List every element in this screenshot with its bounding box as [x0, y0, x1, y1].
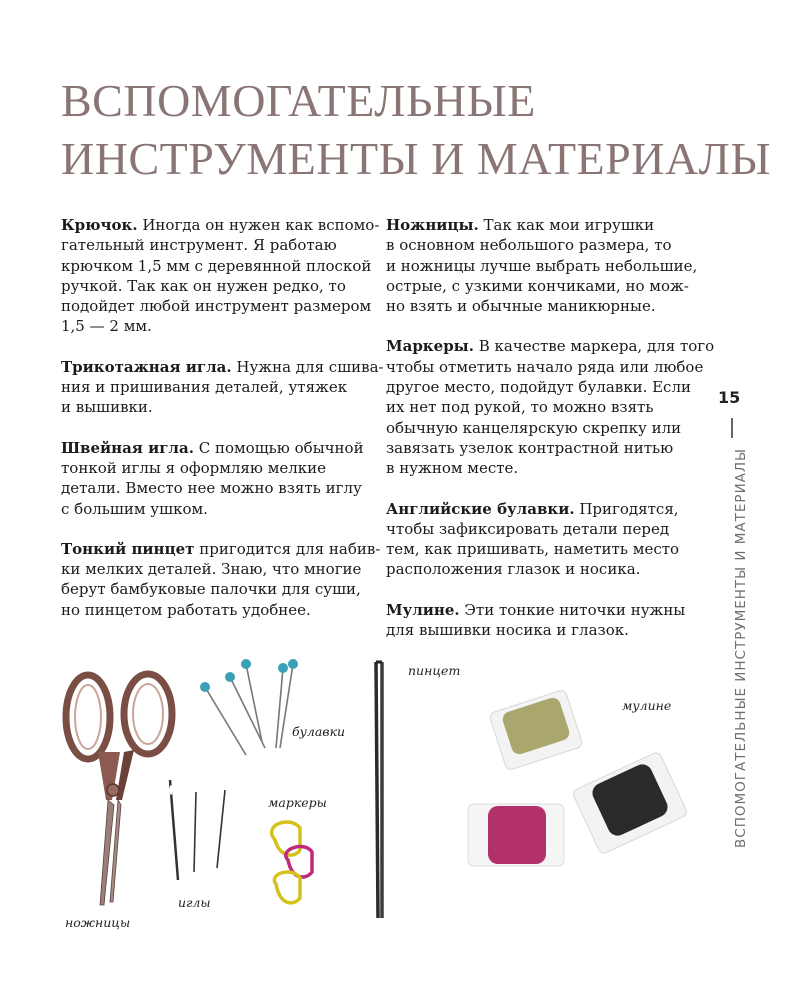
caption-tweezers: пинцет [408, 663, 461, 678]
text-line: Пригодятся, [574, 499, 679, 518]
term-markers: Маркеры. [386, 337, 474, 356]
text-line: Так как мои игрушки [478, 216, 655, 234]
markers-image [272, 822, 312, 903]
paragraph-floss [386, 600, 696, 641]
paragraph-markers [386, 336, 715, 478]
page-number: 15 [718, 388, 741, 407]
text-line: и вышивки. [61, 398, 153, 417]
term-safety-pins: Английские булавки. [386, 499, 575, 518]
text-line: ки мелких деталей. Знаю, что многие [61, 560, 362, 579]
text-line: но пинцетом работать удобнее. [61, 600, 311, 619]
text-line: Иногда он нужен как вспомо- [137, 216, 380, 234]
running-title-text: ВСПОМОГАТЕЛЬНЫЕ ИНСТРУМЕНТЫ И МАТЕРИАЛЫ [733, 447, 749, 848]
term-knitting-needle: Трикотажная игла. [61, 357, 232, 376]
term-tweezers: Тонкий пинцет [61, 539, 195, 558]
title-line-1: ВСПОМОГАТЕЛЬНЫЕ [61, 75, 536, 126]
paragraph-scissors [386, 215, 696, 316]
text-line: ния и пришивания деталей, утяжек [61, 378, 348, 397]
text-line: Эти тонкие ниточки нужны [459, 600, 686, 619]
text-line: подойдет любой инструмент размером [61, 297, 372, 316]
text-line: детали. Вместо нее можно взять иглу [61, 479, 362, 498]
caption-scissors: ножницы [65, 915, 131, 930]
paragraph-tweezers [61, 539, 381, 620]
text-line: в основном небольшого размера, то [386, 236, 672, 255]
term-floss: Мулине. [386, 600, 460, 619]
text-line: С помощью обычной [193, 438, 364, 457]
text-line: в нужном месте. [386, 459, 519, 478]
text-line: гательный инструмент. Я работаю [61, 236, 337, 255]
text-line: обычную канцелярскую скрепку или [386, 418, 682, 437]
text-line: 1,5 — 2 мм. [61, 317, 152, 336]
caption-needles: иглы [178, 895, 211, 910]
tweezers-image [376, 662, 382, 918]
text-line: завязать узелок контрастной нитью [386, 438, 674, 457]
text-line: для вышивки носика и глазок. [386, 621, 629, 640]
tools-illustration [0, 640, 800, 940]
text-line: другое место, подойдут булавки. Если [386, 378, 691, 397]
needles-image [170, 780, 226, 880]
text-line: пригодится для набив- [194, 539, 381, 558]
text-line: тонкой иглы я оформляю мелкие [61, 458, 327, 477]
paragraph-sewing-needle [61, 438, 364, 519]
text-line: Нужна для сшива- [231, 357, 384, 376]
pins-image [200, 659, 298, 755]
paragraph-safety-pins [386, 499, 696, 580]
text-line: берут бамбуковые палочки для суши, [61, 580, 361, 599]
text-line: чтобы зафиксировать детали перед [386, 519, 670, 538]
caption-markers: маркеры [268, 795, 327, 810]
text-line: ручкой. Так как он нужен редко, то [61, 276, 346, 295]
scissors-image [66, 674, 172, 905]
text-line: расположения глазок и носика. [386, 560, 641, 579]
term-sewing-needle: Швейная игла. [61, 438, 194, 457]
right-column [386, 215, 715, 660]
floss-image [468, 689, 688, 866]
paragraph-hook [61, 215, 380, 337]
term-hook: Крючок. [61, 216, 138, 234]
caption-floss: мулине [622, 698, 672, 713]
term-scissors: Ножницы. [386, 216, 479, 234]
text-line: тем, как пришивать, наметить место [386, 540, 680, 559]
text-line: крючком 1,5 мм с деревянной плоской [61, 256, 372, 275]
page-title [61, 72, 771, 188]
text-line: острые, с узкими кончиками, но мож- [386, 276, 689, 295]
paragraph-knitting-needle [61, 357, 384, 418]
text-line: В качестве маркера, для того [473, 337, 715, 356]
text-line: и ножницы лучше выбрать небольшие, [386, 256, 698, 275]
caption-pins: булавки [292, 724, 346, 739]
sidebar-divider [731, 418, 733, 438]
text-line: чтобы отметить начало ряда или любое [386, 357, 704, 376]
title-line-2: ИНСТРУМЕНТЫ И МАТЕРИАЛЫ [61, 133, 771, 184]
text-line: но взять и обычные маникюрные. [386, 297, 656, 316]
left-column [61, 215, 384, 640]
text-line: с большим ушком. [61, 499, 208, 518]
text-line: их нет под рукой, то можно взять [386, 398, 654, 417]
